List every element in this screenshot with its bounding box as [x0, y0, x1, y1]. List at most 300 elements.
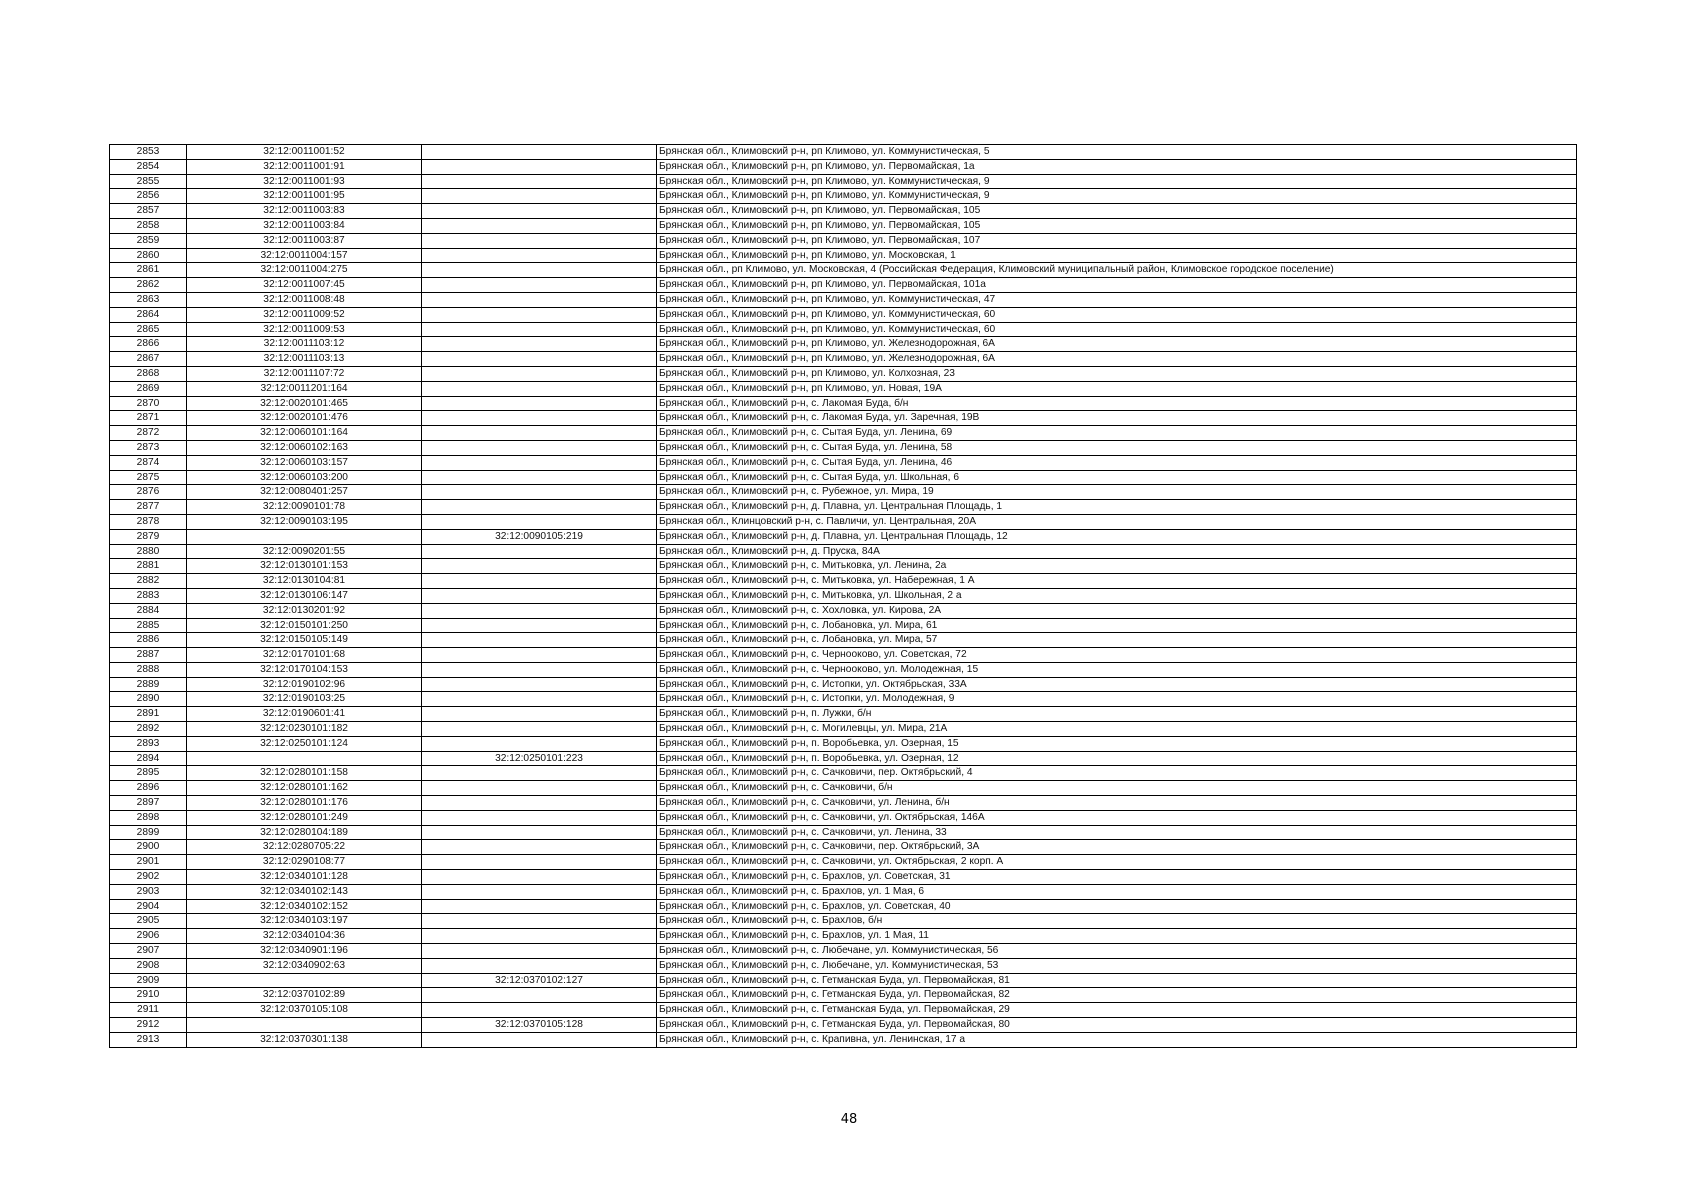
- address-cell: Брянская обл., Климовский р-н, д. Пруска, 84А: [657, 544, 1577, 559]
- address-cell: Брянская обл., Климовский р-н, с. Крапивна, ул. Ленинская, 17 а: [657, 1032, 1577, 1047]
- row-number-cell: 2873: [110, 440, 187, 455]
- related-cadastral-number-cell: [422, 884, 657, 899]
- table-row: [110, 159, 1577, 174]
- related-cadastral-number-cell: [422, 1003, 657, 1018]
- address-cell: Брянская обл., Климовский р-н, с. Гетманская Буда, ул. Первомайская, 82: [657, 988, 1577, 1003]
- related-cadastral-number-cell: [422, 455, 657, 470]
- row-number-cell: 2862: [110, 278, 187, 293]
- address-cell: Брянская обл., Климовский р-н, рп Климово, ул. Коммунистическая, 60: [657, 322, 1577, 337]
- row-number-cell: 2883: [110, 588, 187, 603]
- table-row: [110, 145, 1577, 160]
- related-cadastral-number-cell: [422, 278, 657, 293]
- related-cadastral-number-cell: [422, 855, 657, 870]
- table-row: [110, 189, 1577, 204]
- cadastral-number-cell: 32:12:0340902:63: [187, 958, 422, 973]
- address-cell: Брянская обл., Климовский р-н, п. Лужки, б/н: [657, 707, 1577, 722]
- related-cadastral-number-cell: [422, 470, 657, 485]
- cadastral-number-cell: 32:12:0011004:275: [187, 263, 422, 278]
- address-cell: Брянская обл., Климовский р-н, с. Брахлов, ул. Советская, 31: [657, 870, 1577, 885]
- table-row: [110, 722, 1577, 737]
- cadastral-number-cell: 32:12:0011001:52: [187, 145, 422, 160]
- address-cell: Брянская обл., Климовский р-н, рп Климово, ул. Коммунистическая, 5: [657, 145, 1577, 160]
- address-cell: Брянская обл., Климовский р-н, рп Климово, ул. Московская, 1: [657, 248, 1577, 263]
- address-cell: Брянская обл., Климовский р-н, рп Климово, ул. Коммунистическая, 9: [657, 189, 1577, 204]
- row-number-cell: 2907: [110, 944, 187, 959]
- cadastral-number-cell: 32:12:0370102:89: [187, 988, 422, 1003]
- cadastral-number-cell: 32:12:0230101:182: [187, 722, 422, 737]
- address-cell: Брянская обл., Климовский р-н, п. Воробьевка, ул. Озерная, 12: [657, 751, 1577, 766]
- registry-table: [109, 144, 1577, 1048]
- table-row: [110, 218, 1577, 233]
- related-cadastral-number-cell: [422, 381, 657, 396]
- related-cadastral-number-cell: [422, 707, 657, 722]
- address-cell: Брянская обл., рп Климово, ул. Московская, 4 (Российская Федерация, Климовский муниципальный район, Климовское городское поселение): [657, 263, 1577, 278]
- table-row: [110, 840, 1577, 855]
- address-cell: Брянская обл., Климовский р-н, с. Чернооково, ул. Советская, 72: [657, 648, 1577, 663]
- related-cadastral-number-cell: [422, 500, 657, 515]
- row-number-cell: 2861: [110, 263, 187, 278]
- table-row: [110, 366, 1577, 381]
- row-number-cell: 2879: [110, 529, 187, 544]
- row-number-cell: 2855: [110, 174, 187, 189]
- row-number-cell: 2864: [110, 307, 187, 322]
- table-row: [110, 588, 1577, 603]
- cadastral-number-cell: 32:12:0130104:81: [187, 574, 422, 589]
- table-row: [110, 381, 1577, 396]
- related-cadastral-number-cell: [422, 189, 657, 204]
- related-cadastral-number-cell: [422, 988, 657, 1003]
- related-cadastral-number-cell: [422, 411, 657, 426]
- table-row: [110, 633, 1577, 648]
- row-number-cell: 2891: [110, 707, 187, 722]
- table-row: [110, 411, 1577, 426]
- cadastral-number-cell: 32:12:0340104:36: [187, 929, 422, 944]
- cadastral-number-cell: 32:12:0370301:138: [187, 1032, 422, 1047]
- related-cadastral-number-cell: [422, 692, 657, 707]
- related-cadastral-number-cell: [422, 204, 657, 219]
- table-row: [110, 263, 1577, 278]
- cadastral-number-cell: 32:12:0011001:95: [187, 189, 422, 204]
- address-cell: Брянская обл., Климовский р-н, с. Сытая Буда, ул. Ленина, 46: [657, 455, 1577, 470]
- row-number-cell: 2892: [110, 722, 187, 737]
- table-row: [110, 781, 1577, 796]
- related-cadastral-number-cell: [422, 337, 657, 352]
- table-row: [110, 648, 1577, 663]
- cadastral-number-cell: 32:12:0011103:12: [187, 337, 422, 352]
- related-cadastral-number-cell: [422, 944, 657, 959]
- address-cell: Брянская обл., Климовский р-н, с. Митьковка, ул. Ленина, 2а: [657, 559, 1577, 574]
- cadastral-number-cell: 32:12:0011009:52: [187, 307, 422, 322]
- row-number-cell: 2878: [110, 514, 187, 529]
- row-number-cell: 2898: [110, 810, 187, 825]
- table-row: [110, 929, 1577, 944]
- row-number-cell: 2897: [110, 796, 187, 811]
- cadastral-number-cell: 32:12:0290108:77: [187, 855, 422, 870]
- related-cadastral-number-cell: [422, 766, 657, 781]
- cadastral-number-cell: 32:12:0011201:164: [187, 381, 422, 396]
- related-cadastral-number-cell: [422, 485, 657, 500]
- cadastral-number-cell: 32:12:0060103:157: [187, 455, 422, 470]
- row-number-cell: 2865: [110, 322, 187, 337]
- cadastral-number-cell: 32:12:0280101:158: [187, 766, 422, 781]
- row-number-cell: 2858: [110, 218, 187, 233]
- table-row: [110, 485, 1577, 500]
- cadastral-number-cell: 32:12:0130106:147: [187, 588, 422, 603]
- row-number-cell: 2874: [110, 455, 187, 470]
- table-row: [110, 603, 1577, 618]
- table-row: [110, 662, 1577, 677]
- address-cell: Брянская обл., Климовский р-н, с. Сачковичи, б/н: [657, 781, 1577, 796]
- address-cell: Брянская обл., Климовский р-н, с. Брахлов, ул. Советская, 40: [657, 899, 1577, 914]
- related-cadastral-number-cell: [422, 559, 657, 574]
- cadastral-number-cell: 32:12:0130101:153: [187, 559, 422, 574]
- cadastral-number-cell: 32:12:0011008:48: [187, 292, 422, 307]
- row-number-cell: 2881: [110, 559, 187, 574]
- related-cadastral-number-cell: [422, 825, 657, 840]
- address-cell: Брянская обл., Климовский р-н, с. Лобановка, ул. Мира, 57: [657, 633, 1577, 648]
- address-cell: Брянская обл., Климовский р-н, с. Гетманская Буда, ул. Первомайская, 81: [657, 973, 1577, 988]
- row-number-cell: 2867: [110, 352, 187, 367]
- table-row: [110, 307, 1577, 322]
- cadastral-number-cell: [187, 529, 422, 544]
- page-number: 48: [840, 1112, 858, 1127]
- row-number-cell: 2872: [110, 426, 187, 441]
- address-cell: Брянская обл., Климовский р-н, с. Сачковичи, пер. Октябрьский, 3А: [657, 840, 1577, 855]
- address-cell: Брянская обл., Климовский р-н, с. Сачковичи, ул. Октябрьская, 146А: [657, 810, 1577, 825]
- row-number-cell: 2901: [110, 855, 187, 870]
- cadastral-number-cell: 32:12:0280101:249: [187, 810, 422, 825]
- row-number-cell: 2904: [110, 899, 187, 914]
- address-cell: Брянская обл., Климовский р-н, рп Климово, ул. Железнодорожная, 6А: [657, 352, 1577, 367]
- cadastral-number-cell: 32:12:0060103:200: [187, 470, 422, 485]
- cadastral-number-cell: 32:12:0280705:22: [187, 840, 422, 855]
- table-row: [110, 884, 1577, 899]
- address-cell: Брянская обл., Климовский р-н, рп Климово, ул. Первомайская, 1а: [657, 159, 1577, 174]
- address-cell: Брянская обл., Климовский р-н, с. Истопки, ул. Октябрьская, 33А: [657, 677, 1577, 692]
- address-cell: Брянская обл., Климовский р-н, с. Любечане, ул. Коммунистическая, 56: [657, 944, 1577, 959]
- related-cadastral-number-cell: [422, 145, 657, 160]
- cadastral-number-cell: 32:12:0340102:152: [187, 899, 422, 914]
- related-cadastral-number-cell: [422, 233, 657, 248]
- row-number-cell: 2903: [110, 884, 187, 899]
- cadastral-number-cell: 32:12:0011007:45: [187, 278, 422, 293]
- related-cadastral-number-cell: [422, 662, 657, 677]
- cadastral-number-cell: 32:12:0170101:68: [187, 648, 422, 663]
- cadastral-number-cell: 32:12:0011004:157: [187, 248, 422, 263]
- related-cadastral-number-cell: 32:12:0370102:127: [422, 973, 657, 988]
- related-cadastral-number-cell: 32:12:0090105:219: [422, 529, 657, 544]
- related-cadastral-number-cell: 32:12:0370105:128: [422, 1018, 657, 1033]
- row-number-cell: 2876: [110, 485, 187, 500]
- address-cell: Брянская обл., Климовский р-н, с. Сачковичи, пер. Октябрьский, 4: [657, 766, 1577, 781]
- address-cell: Брянская обл., Климовский р-н, с. Брахлов, б/н: [657, 914, 1577, 929]
- address-cell: Брянская обл., Климовский р-н, с. Чернооково, ул. Молодежная, 15: [657, 662, 1577, 677]
- related-cadastral-number-cell: [422, 396, 657, 411]
- address-cell: Брянская обл., Климовский р-н, с. Сытая Буда, ул. Школьная, 6: [657, 470, 1577, 485]
- cadastral-number-cell: 32:12:0011003:87: [187, 233, 422, 248]
- row-number-cell: 2885: [110, 618, 187, 633]
- row-number-cell: 2887: [110, 648, 187, 663]
- row-number-cell: 2853: [110, 145, 187, 160]
- table-row: [110, 618, 1577, 633]
- row-number-cell: 2870: [110, 396, 187, 411]
- cadastral-number-cell: 32:12:0150105:149: [187, 633, 422, 648]
- row-number-cell: 2856: [110, 189, 187, 204]
- row-number-cell: 2871: [110, 411, 187, 426]
- address-cell: Брянская обл., Климовский р-н, рп Климово, ул. Колхозная, 23: [657, 366, 1577, 381]
- table-row: [110, 973, 1577, 988]
- cadastral-number-cell: 32:12:0090101:78: [187, 500, 422, 515]
- address-cell: Брянская обл., Климовский р-н, рп Климово, ул. Новая, 19А: [657, 381, 1577, 396]
- related-cadastral-number-cell: [422, 722, 657, 737]
- related-cadastral-number-cell: [422, 514, 657, 529]
- table-row: [110, 810, 1577, 825]
- address-cell: Брянская обл., Климовский р-н, с. Сытая Буда, ул. Ленина, 69: [657, 426, 1577, 441]
- table-row: [110, 440, 1577, 455]
- address-cell: Брянская обл., Климовский р-н, рп Климово, ул. Коммунистическая, 9: [657, 174, 1577, 189]
- table-row: [110, 1032, 1577, 1047]
- row-number-cell: 2890: [110, 692, 187, 707]
- cadastral-number-cell: 32:12:0340101:128: [187, 870, 422, 885]
- cadastral-number-cell: [187, 973, 422, 988]
- row-number-cell: 2875: [110, 470, 187, 485]
- address-cell: Брянская обл., Климовский р-н, с. Брахлов, ул. 1 Мая, 11: [657, 929, 1577, 944]
- row-number-cell: 2882: [110, 574, 187, 589]
- address-cell: Брянская обл., Климовский р-н, рп Климово, ул. Коммунистическая, 60: [657, 307, 1577, 322]
- cadastral-number-cell: 32:12:0090103:195: [187, 514, 422, 529]
- address-cell: Брянская обл., Климовский р-н, с. Лакомая Буда, б/н: [657, 396, 1577, 411]
- related-cadastral-number-cell: [422, 263, 657, 278]
- related-cadastral-number-cell: [422, 677, 657, 692]
- address-cell: Брянская обл., Климовский р-н, с. Сачковичи, ул. Октябрьская, 2 корп. А: [657, 855, 1577, 870]
- address-cell: Брянская обл., Климовский р-н, рп Климово, ул. Коммунистическая, 47: [657, 292, 1577, 307]
- address-cell: Брянская обл., Климовский р-н, рп Климово, ул. Железнодорожная, 6А: [657, 337, 1577, 352]
- related-cadastral-number-cell: [422, 648, 657, 663]
- cadastral-number-cell: 32:12:0280101:176: [187, 796, 422, 811]
- cadastral-number-cell: 32:12:0340103:197: [187, 914, 422, 929]
- cadastral-number-cell: 32:12:0080401:257: [187, 485, 422, 500]
- row-number-cell: 2880: [110, 544, 187, 559]
- row-number-cell: 2899: [110, 825, 187, 840]
- row-number-cell: 2909: [110, 973, 187, 988]
- address-cell: Брянская обл., Климовский р-н, с. Любечане, ул. Коммунистическая, 53: [657, 958, 1577, 973]
- table-row: [110, 944, 1577, 959]
- table-row: [110, 988, 1577, 1003]
- address-cell: Брянская обл., Клинцовский р-н, с. Павличи, ул. Центральная, 20А: [657, 514, 1577, 529]
- table-row: [110, 958, 1577, 973]
- row-number-cell: 2913: [110, 1032, 187, 1047]
- address-cell: Брянская обл., Климовский р-н, с. Истопки, ул. Молодежная, 9: [657, 692, 1577, 707]
- row-number-cell: 2906: [110, 929, 187, 944]
- table-row: [110, 751, 1577, 766]
- address-cell: Брянская обл., Климовский р-н, д. Плавна, ул. Центральная Площадь, 12: [657, 529, 1577, 544]
- row-number-cell: 2866: [110, 337, 187, 352]
- related-cadastral-number-cell: [422, 929, 657, 944]
- row-number-cell: 2857: [110, 204, 187, 219]
- cadastral-number-cell: 32:12:0130201:92: [187, 603, 422, 618]
- cadastral-number-cell: 32:12:0190103:25: [187, 692, 422, 707]
- table-row: [110, 396, 1577, 411]
- cadastral-number-cell: 32:12:0170104:153: [187, 662, 422, 677]
- cadastral-number-cell: 32:12:0190102:96: [187, 677, 422, 692]
- row-number-cell: 2886: [110, 633, 187, 648]
- related-cadastral-number-cell: [422, 352, 657, 367]
- row-number-cell: 2895: [110, 766, 187, 781]
- table-row: [110, 707, 1577, 722]
- cadastral-number-cell: 32:12:0280101:162: [187, 781, 422, 796]
- table-row: [110, 470, 1577, 485]
- table-row: [110, 204, 1577, 219]
- address-cell: Брянская обл., Климовский р-н, д. Плавна, ул. Центральная Площадь, 1: [657, 500, 1577, 515]
- related-cadastral-number-cell: [422, 914, 657, 929]
- table-row: [110, 352, 1577, 367]
- cadastral-number-cell: 32:12:0060101:164: [187, 426, 422, 441]
- cadastral-number-cell: 32:12:0090201:55: [187, 544, 422, 559]
- address-cell: Брянская обл., Климовский р-н, с. Сачковичи, ул. Ленина, б/н: [657, 796, 1577, 811]
- table-row: [110, 1003, 1577, 1018]
- table-row: [110, 455, 1577, 470]
- related-cadastral-number-cell: [422, 736, 657, 751]
- row-number-cell: 2888: [110, 662, 187, 677]
- related-cadastral-number-cell: [422, 159, 657, 174]
- related-cadastral-number-cell: [422, 292, 657, 307]
- row-number-cell: 2860: [110, 248, 187, 263]
- table-row: [110, 174, 1577, 189]
- row-number-cell: 2902: [110, 870, 187, 885]
- table-row: [110, 278, 1577, 293]
- cadastral-number-cell: 32:12:0011107:72: [187, 366, 422, 381]
- cadastral-number-cell: 32:12:0011103:13: [187, 352, 422, 367]
- row-number-cell: 2900: [110, 840, 187, 855]
- table-row: [110, 855, 1577, 870]
- related-cadastral-number-cell: [422, 899, 657, 914]
- cadastral-number-cell: 32:12:0020101:465: [187, 396, 422, 411]
- row-number-cell: 2911: [110, 1003, 187, 1018]
- related-cadastral-number-cell: [422, 248, 657, 263]
- cadastral-number-cell: 32:12:0370105:108: [187, 1003, 422, 1018]
- table-row: [110, 322, 1577, 337]
- address-cell: Брянская обл., Климовский р-н, с. Брахлов, ул. 1 Мая, 6: [657, 884, 1577, 899]
- cadastral-number-cell: 32:12:0250101:124: [187, 736, 422, 751]
- row-number-cell: 2863: [110, 292, 187, 307]
- address-cell: Брянская обл., Климовский р-н, с. Сачковичи, ул. Ленина, 33: [657, 825, 1577, 840]
- related-cadastral-number-cell: [422, 603, 657, 618]
- table-row: [110, 825, 1577, 840]
- table-row: [110, 692, 1577, 707]
- cadastral-number-cell: 32:12:0011003:84: [187, 218, 422, 233]
- table-row: [110, 870, 1577, 885]
- related-cadastral-number-cell: [422, 781, 657, 796]
- related-cadastral-number-cell: [422, 174, 657, 189]
- address-cell: Брянская обл., Климовский р-н, рп Климово, ул. Первомайская, 107: [657, 233, 1577, 248]
- table-row: [110, 796, 1577, 811]
- address-cell: Брянская обл., Климовский р-н, с. Митьковка, ул. Набережная, 1 А: [657, 574, 1577, 589]
- row-number-cell: 2896: [110, 781, 187, 796]
- row-number-cell: 2905: [110, 914, 187, 929]
- related-cadastral-number-cell: [422, 544, 657, 559]
- address-cell: Брянская обл., Климовский р-н, с. Хохловка, ул. Кирова, 2А: [657, 603, 1577, 618]
- address-cell: Брянская обл., Климовский р-н, с. Митьковка, ул. Школьная, 2 а: [657, 588, 1577, 603]
- cadastral-number-cell: [187, 751, 422, 766]
- address-cell: Брянская обл., Климовский р-н, с. Рубежное, ул. Мира, 19: [657, 485, 1577, 500]
- cadastral-number-cell: 32:12:0011001:93: [187, 174, 422, 189]
- cadastral-number-cell: [187, 1018, 422, 1033]
- table-row: [110, 233, 1577, 248]
- cadastral-number-cell: 32:12:0011001:91: [187, 159, 422, 174]
- cadastral-number-cell: 32:12:0340102:143: [187, 884, 422, 899]
- row-number-cell: 2908: [110, 958, 187, 973]
- row-number-cell: 2893: [110, 736, 187, 751]
- row-number-cell: 2912: [110, 1018, 187, 1033]
- related-cadastral-number-cell: [422, 810, 657, 825]
- cadastral-number-cell: 32:12:0190601:41: [187, 707, 422, 722]
- related-cadastral-number-cell: [422, 588, 657, 603]
- table-row: [110, 899, 1577, 914]
- table-row: [110, 337, 1577, 352]
- related-cadastral-number-cell: [422, 1032, 657, 1047]
- related-cadastral-number-cell: [422, 840, 657, 855]
- cadastral-number-cell: 32:12:0020101:476: [187, 411, 422, 426]
- table-row: [110, 292, 1577, 307]
- related-cadastral-number-cell: [422, 958, 657, 973]
- address-cell: Брянская обл., Климовский р-н, рп Климово, ул. Первомайская, 105: [657, 204, 1577, 219]
- cadastral-number-cell: 32:12:0060102:163: [187, 440, 422, 455]
- row-number-cell: 2910: [110, 988, 187, 1003]
- related-cadastral-number-cell: [422, 633, 657, 648]
- row-number-cell: 2884: [110, 603, 187, 618]
- row-number-cell: 2869: [110, 381, 187, 396]
- related-cadastral-number-cell: [422, 322, 657, 337]
- table-row: [110, 529, 1577, 544]
- row-number-cell: 2859: [110, 233, 187, 248]
- table-row: [110, 426, 1577, 441]
- row-number-cell: 2877: [110, 500, 187, 515]
- row-number-cell: 2894: [110, 751, 187, 766]
- table-row: [110, 914, 1577, 929]
- cadastral-number-cell: 32:12:0280104:189: [187, 825, 422, 840]
- table-row: [110, 248, 1577, 263]
- table-row: [110, 1018, 1577, 1033]
- table-row: [110, 544, 1577, 559]
- related-cadastral-number-cell: [422, 574, 657, 589]
- row-number-cell: 2854: [110, 159, 187, 174]
- table-row: [110, 559, 1577, 574]
- related-cadastral-number-cell: [422, 218, 657, 233]
- address-cell: Брянская обл., Климовский р-н, с. Лакомая Буда, ул. Заречная, 19В: [657, 411, 1577, 426]
- related-cadastral-number-cell: [422, 618, 657, 633]
- related-cadastral-number-cell: [422, 870, 657, 885]
- related-cadastral-number-cell: 32:12:0250101:223: [422, 751, 657, 766]
- row-number-cell: 2889: [110, 677, 187, 692]
- address-cell: Брянская обл., Климовский р-н, с. Гетманская Буда, ул. Первомайская, 29: [657, 1003, 1577, 1018]
- address-cell: Брянская обл., Климовский р-н, с. Лобановка, ул. Мира, 61: [657, 618, 1577, 633]
- table-row: [110, 514, 1577, 529]
- row-number-cell: 2868: [110, 366, 187, 381]
- related-cadastral-number-cell: [422, 426, 657, 441]
- related-cadastral-number-cell: [422, 440, 657, 455]
- cadastral-number-cell: 32:12:0011009:53: [187, 322, 422, 337]
- cadastral-number-cell: 32:12:0011003:83: [187, 204, 422, 219]
- table-row: [110, 500, 1577, 515]
- related-cadastral-number-cell: [422, 796, 657, 811]
- related-cadastral-number-cell: [422, 307, 657, 322]
- registry-table-body: [110, 145, 1577, 1048]
- related-cadastral-number-cell: [422, 366, 657, 381]
- table-row: [110, 677, 1577, 692]
- address-cell: Брянская обл., Климовский р-н, с. Сытая Буда, ул. Ленина, 58: [657, 440, 1577, 455]
- table-row: [110, 736, 1577, 751]
- address-cell: Брянская обл., Климовский р-н, с. Могилевцы, ул. Мира, 21А: [657, 722, 1577, 737]
